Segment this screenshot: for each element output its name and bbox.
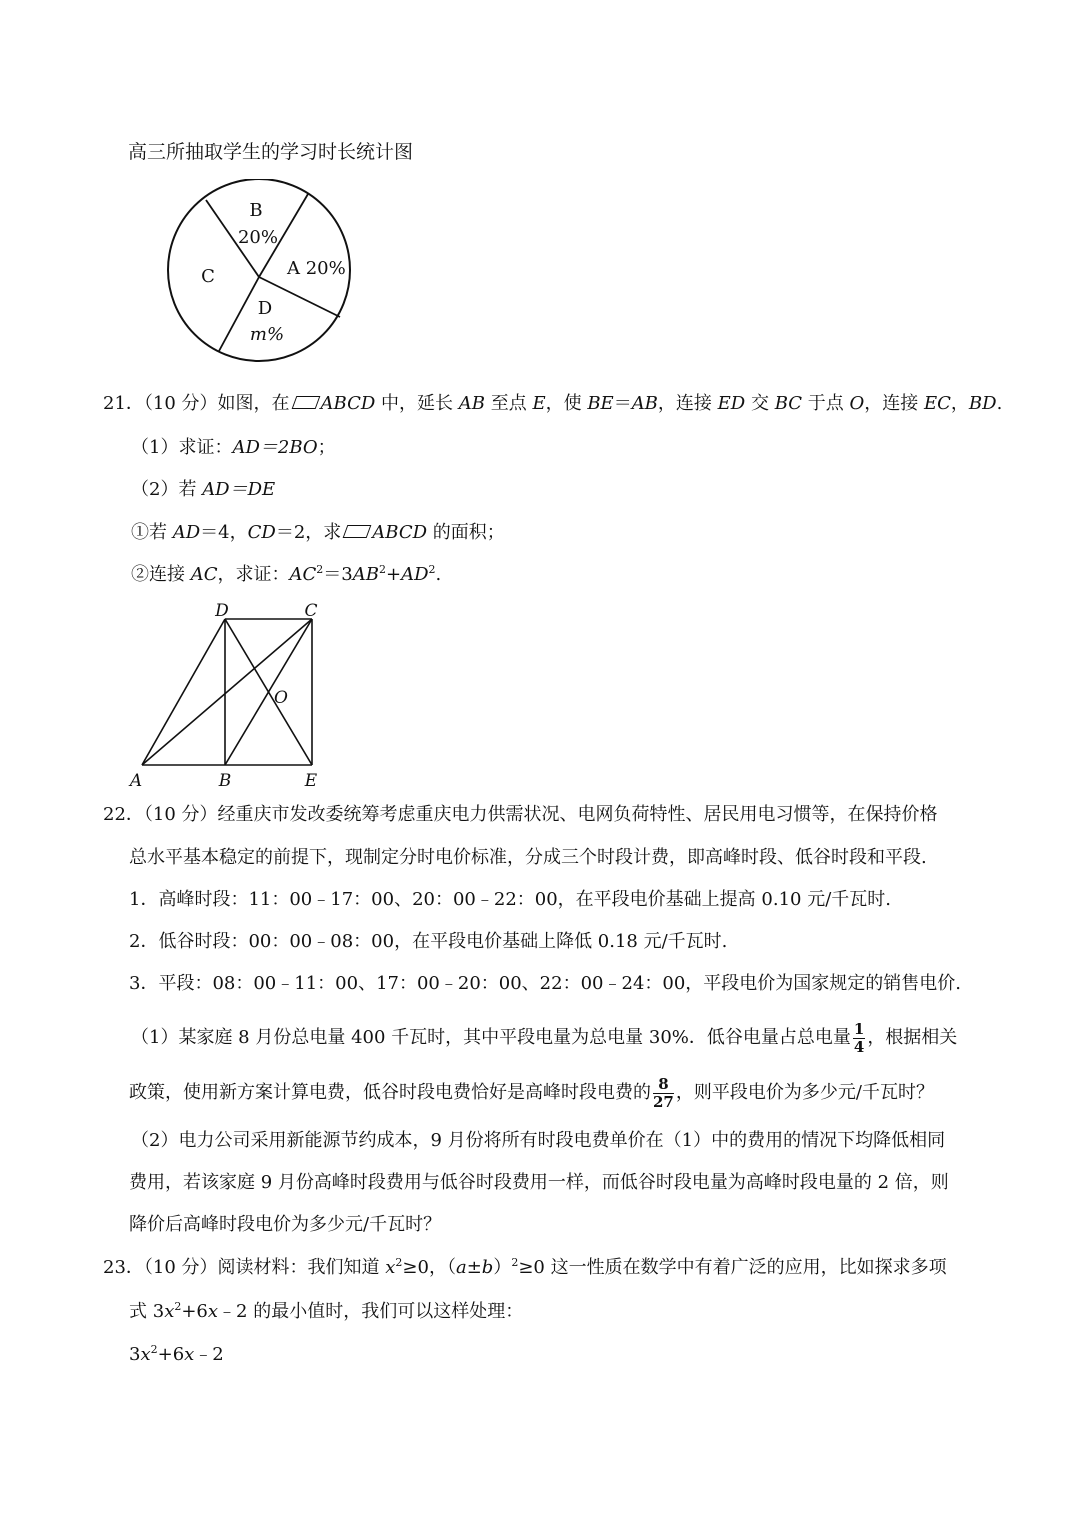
segment-a-d	[142, 619, 225, 765]
q21-part-1: （1）求证：AD＝2BO；	[131, 437, 336, 458]
q22-line-5: 3．平段：08：00﹣11：00、17：00﹣20：00、22：00﹣24：00，平段电价为国家规定的销售电价.	[129, 973, 962, 994]
pie-value-b: 20%	[237, 227, 279, 248]
vertex-label-b: B	[218, 771, 232, 788]
vertex-label-e: E	[304, 771, 318, 788]
pie-label-c: C	[201, 266, 215, 287]
vertex-label-c: C	[304, 601, 318, 621]
q22-part-2-line-3: 降价后高峰时段电价为多少元/千瓦时？	[129, 1214, 442, 1235]
pie-label-a: A 20%	[287, 258, 346, 279]
q23-expression: $3x^2+6x﹣2$	[129, 1343, 224, 1365]
q22-line-2: 总水平基本稳定的前提下，现制定分时电价标准，分成三个时段计费，即高峰时段、低谷时段和平段.	[129, 847, 927, 868]
parallelogram-symbol	[343, 525, 372, 538]
q22-part-1-line-1: （1）某家庭 8 月份总电量 400 千瓦时，其中平段电量为总电量 30%．低谷电量占总电量 $\frac{1}{4}$ ，根据相关	[131, 1019, 958, 1056]
q22-line-4: 2．低谷时段：00：00﹣08：00，在平段电价基础上降低 0.18 元/千瓦时.	[129, 931, 728, 952]
q21-part-2-1: ①若 AD＝4，CD＝2，求 ABCD 的面积；	[131, 522, 505, 543]
pie-chart-title: 高三所抽取学生的学习时长统计图	[128, 141, 414, 163]
q21-part-2-2: ②连接 AC，求证：$AC^2=3AB^2+AD^2$.	[131, 563, 442, 585]
pie-label-d: D	[257, 298, 273, 319]
q22-part-2-line-2: 费用，若该家庭 9 月份高峰时段费用与低谷时段费用一样，而低谷时段电量为高峰时段电量的 2 倍，则	[129, 1172, 949, 1193]
q22-line-1: 22．（10 分）经重庆市发改委统筹考虑重庆电力供需状况、电网负荷特性、居民用电习惯等，在保持价格	[103, 804, 938, 825]
q21-geometry-figure	[125, 598, 335, 788]
q22-part-1-line-2: 政策，使用新方案计算电费，低谷时段电费恰好是高峰时段电费的 $\frac{8}{27}$ ，则平段电价为多少元/千瓦时？	[129, 1074, 934, 1111]
q21-stem: 21．（10 分）如图，在 ABCD 中，延长 AB 至点 E，使 BE＝AB，连接 ED 交 BC 于点 O，连接 EC，BD.	[103, 393, 1003, 414]
q21-part-2: （2）若 AD＝DE	[131, 479, 276, 500]
fraction-one-quarter: $\frac{1}{4}$	[853, 1019, 865, 1056]
pie-label-b: B	[249, 200, 263, 221]
q23-line-1: 23．（10 分）阅读材料：我们知道 $x^2\ge 0$，$(a\pm b)^2\ge 0$ 这一性质在数学中有着广泛的应用，比如探求多项	[103, 1256, 947, 1278]
q22-part-2-line-1: （2）电力公司采用新能源节约成本，9 月份将所有时段电费单价在（1）中的费用的情况下均降低相同	[131, 1130, 946, 1151]
q22-line-3: 1．高峰时段：11：00﹣17：00、20：00﹣22：00，在平段电价基础上提高 0.10 元/千瓦时.	[129, 889, 891, 910]
fraction-eight-twentysevenths: $\frac{8}{27}$	[653, 1074, 674, 1111]
q23-line-2: 式 $3x^2+6x﹣2$ 的最小值时，我们可以这样处理：	[129, 1300, 524, 1322]
vertex-label-d: D	[215, 601, 229, 621]
parallelogram-symbol	[291, 396, 320, 409]
vertex-label-o: O	[274, 688, 288, 708]
vertex-label-a: A	[129, 771, 143, 788]
pie-value-d: m%	[249, 324, 285, 345]
pie-chart	[159, 179, 359, 379]
